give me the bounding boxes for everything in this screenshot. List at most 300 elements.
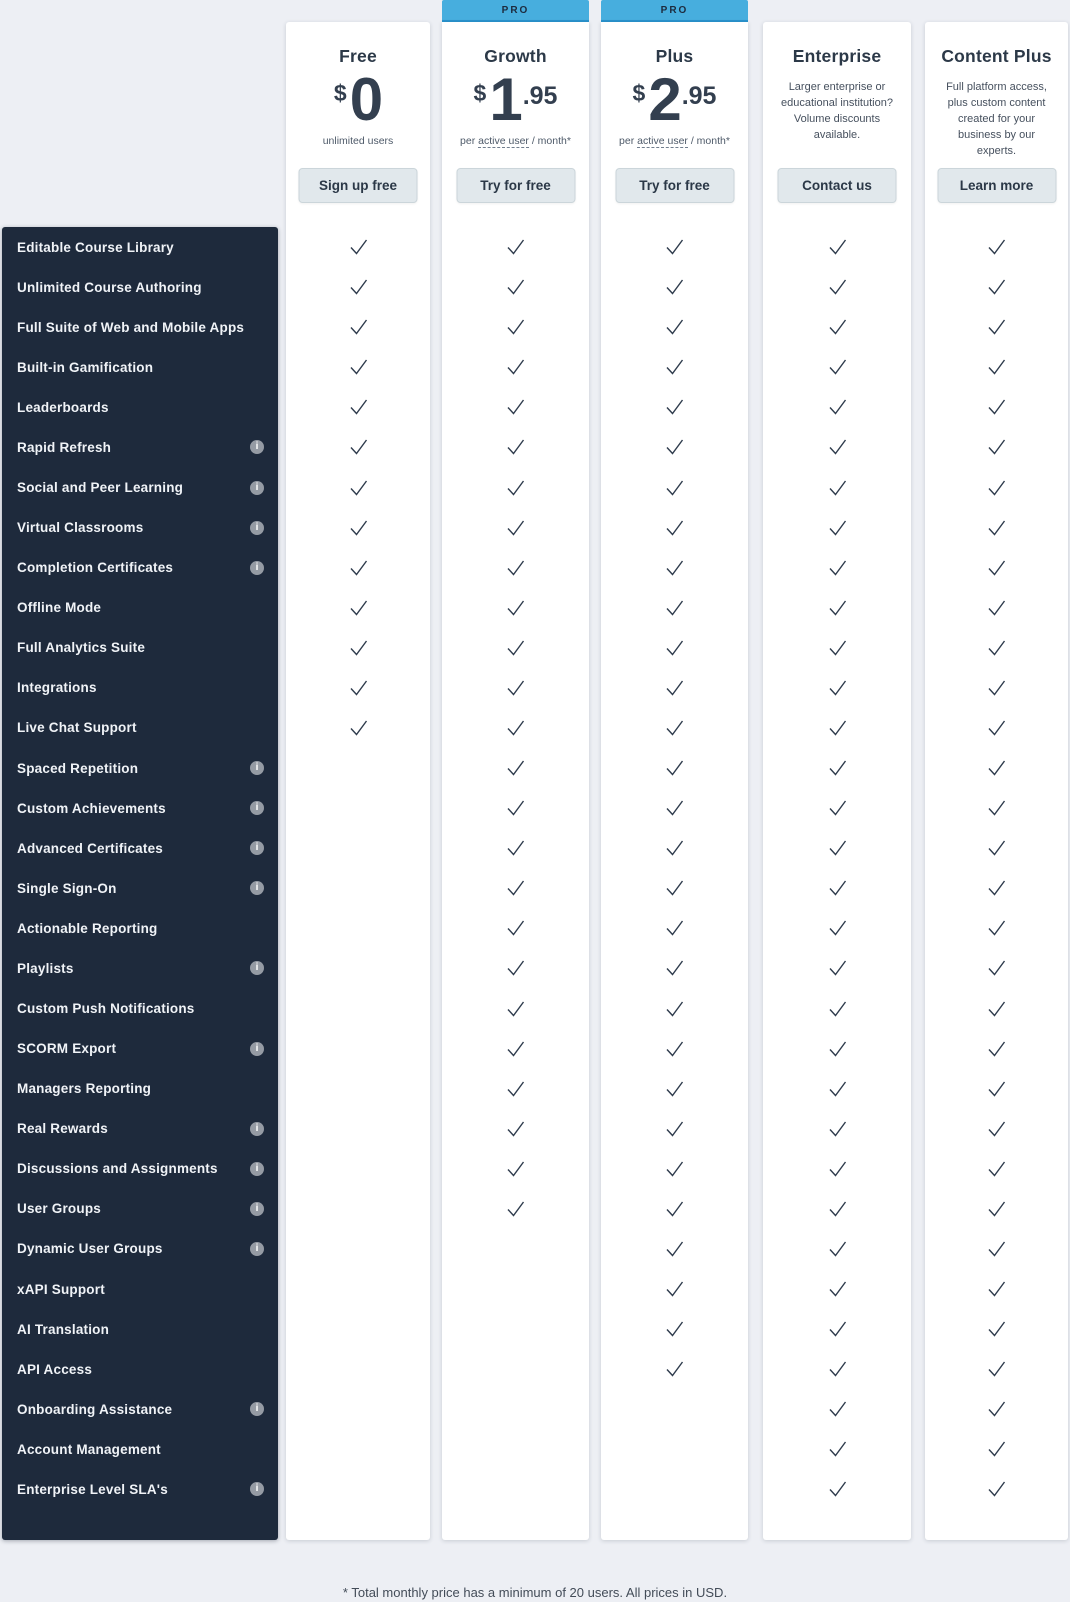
feature-cell [601,788,748,828]
feature-cell [925,668,1068,708]
plus-cta-button[interactable]: Try for free [615,168,734,203]
feature-row [2,708,278,748]
check-icon [504,477,527,499]
feature-row [2,988,278,1028]
feature-cell [601,1469,748,1509]
feature-cell [925,1149,1068,1189]
plan-name: Growth [484,46,547,66]
info-icon[interactable]: i [250,801,264,815]
plan-card-growth [442,22,589,1540]
feature-cell [601,1229,748,1269]
check-icon [663,1038,686,1060]
check-icon [826,1158,849,1180]
feature-cell [763,1269,911,1309]
feature-cell [925,628,1068,668]
feature-cell [601,387,748,427]
feature-cell [925,988,1068,1028]
feature-row [2,668,278,708]
check-icon [504,957,527,979]
feature-cell [286,508,430,548]
check-icon [663,677,686,699]
feature-label: Rapid Refresh [17,439,112,455]
check-icon [826,797,849,819]
feature-cell [286,1029,430,1069]
plan-column-content-plus [925,0,1068,1540]
feature-cell [442,387,589,427]
feature-label: Editable Course Library [17,239,174,255]
info-icon[interactable]: i [250,761,264,775]
price-amount: 2 [648,66,681,133]
check-icon [985,998,1008,1020]
feature-cell [925,227,1068,267]
info-icon[interactable]: i [250,1482,264,1496]
feature-cell [601,748,748,788]
feature-cell [286,427,430,467]
feature-cell [286,908,430,948]
feature-cell [925,1349,1068,1389]
check-icon [504,236,527,258]
feature-cell [601,307,748,347]
enterprise-cta-button[interactable]: Contact us [778,168,897,203]
check-icon [504,1038,527,1060]
check-icon [826,1438,849,1460]
check-icon [663,276,686,298]
feature-label: User Groups [17,1201,101,1217]
info-icon[interactable]: i [250,561,264,575]
check-icon [985,637,1008,659]
feature-cell [442,1149,589,1189]
price-note-suffix: / month* [687,135,730,147]
check-icon [826,436,849,458]
feature-label: Live Chat Support [17,720,137,736]
feature-cell [286,1069,430,1109]
feature-cell [925,948,1068,988]
check-icon [826,837,849,859]
feature-cell [286,1469,430,1509]
check-icon [826,1078,849,1100]
check-icon [347,717,370,739]
plan-feature-cells [763,227,911,1510]
info-icon[interactable]: i [250,1402,264,1416]
plan-column-growth [442,0,589,1540]
feature-cell [442,307,589,347]
feature-label: Managers Reporting [17,1081,152,1097]
feature-cell [925,1469,1068,1509]
feature-row [2,1149,278,1189]
feature-cell [925,467,1068,507]
feature-cell [601,427,748,467]
info-icon[interactable]: i [250,1122,264,1136]
check-icon [504,396,527,418]
feature-cell [763,1229,911,1269]
check-icon [826,957,849,979]
plan-card-header [442,22,589,227]
feature-cell [286,828,430,868]
price-cents: .95 [522,82,558,110]
feature-cell [763,1149,911,1189]
feature-cell [442,988,589,1028]
active-user-term[interactable]: active user [637,135,688,147]
feature-cell [763,628,911,668]
feature-cell [763,1349,911,1389]
check-icon [826,316,849,338]
growth-cta-button[interactable]: Try for free [456,168,575,203]
info-icon[interactable]: i [250,521,264,535]
feature-cell [442,1469,589,1509]
check-icon [985,1318,1008,1340]
feature-cell [286,1349,430,1389]
feature-row [2,828,278,868]
feature-cell [601,868,748,908]
feature-cell [442,788,589,828]
feature-cell [442,1189,589,1229]
check-icon [663,557,686,579]
content-plus-cta-button[interactable]: Learn more [937,168,1056,203]
feature-cell [286,1429,430,1469]
check-icon [826,1038,849,1060]
feature-cell [286,988,430,1028]
feature-cell [601,988,748,1028]
check-icon [347,557,370,579]
info-icon[interactable]: i [250,440,264,454]
info-icon[interactable]: i [250,1042,264,1056]
feature-cell [763,508,911,548]
feature-row [2,1069,278,1109]
plan-name: Free [339,46,377,66]
feature-cell [925,1109,1068,1149]
feature-cell [442,588,589,628]
feature-cell [442,548,589,588]
feature-cell [442,467,589,507]
check-icon [504,1078,527,1100]
feature-row [2,508,278,548]
check-icon [347,316,370,338]
check-icon [985,396,1008,418]
info-icon[interactable]: i [250,841,264,855]
feature-row [2,1309,278,1349]
plan-feature-cells [442,227,589,1510]
feature-cell [925,788,1068,828]
plan-price [601,66,748,133]
check-icon [504,557,527,579]
feature-row [2,307,278,347]
feature-cell [442,1429,589,1469]
feature-label: Real Rewards [17,1121,108,1137]
feature-cell [601,1309,748,1349]
feature-cell [286,788,430,828]
plan-card-header [763,22,911,227]
feature-cell [286,1229,430,1269]
check-icon [504,517,527,539]
check-icon [985,517,1008,539]
feature-row [2,227,278,267]
plan-name: Plus [655,46,694,66]
info-icon[interactable]: i [250,1202,264,1216]
check-icon [826,276,849,298]
check-icon [985,1198,1008,1220]
plan-feature-cells [286,227,430,1510]
check-icon [663,517,686,539]
feature-label: Spaced Repetition [17,760,139,776]
info-icon[interactable]: i [250,881,264,895]
feature-cell [601,347,748,387]
check-icon [347,236,370,258]
check-icon [663,957,686,979]
check-icon [985,436,1008,458]
feature-label: Single Sign-On [17,880,117,896]
check-icon [826,597,849,619]
feature-row [2,628,278,668]
feature-cell [763,1069,911,1109]
info-icon[interactable]: i [250,481,264,495]
feature-label: Actionable Reporting [17,920,158,936]
feature-cell [763,1389,911,1429]
feature-cell [925,347,1068,387]
feature-label: Custom Push Notifications [17,1001,195,1017]
plan-description: Full platform access, plus custom content created for your business by our experts. [946,81,1047,157]
feature-cell [286,1149,430,1189]
check-icon [504,837,527,859]
check-icon [504,1118,527,1140]
feature-cell [763,1029,911,1069]
check-icon [826,917,849,939]
feature-cell [925,1389,1068,1429]
feature-cell [601,548,748,588]
check-icon [985,236,1008,258]
feature-row [2,908,278,948]
feature-row [2,1469,278,1509]
feature-cell [763,1469,911,1509]
feature-label: Enterprise Level SLA's [17,1481,168,1497]
check-icon [985,1398,1008,1420]
check-icon [663,1318,686,1340]
plan-price [442,66,589,133]
check-icon [504,316,527,338]
check-icon [985,597,1008,619]
feature-cell [763,748,911,788]
feature-cell [286,708,430,748]
feature-label: Account Management [17,1441,161,1457]
active-user-term[interactable]: active user [478,135,529,147]
feature-cell [286,548,430,588]
feature-row [2,548,278,588]
check-icon [985,837,1008,859]
feature-cell [601,708,748,748]
plan-feature-cells [925,227,1068,1510]
check-icon [504,797,527,819]
feature-cell [925,1269,1068,1309]
check-icon [826,1238,849,1260]
check-icon [985,276,1008,298]
check-icon [826,998,849,1020]
pro-badge: PRO [442,0,589,22]
check-icon [985,717,1008,739]
feature-cell [925,307,1068,347]
check-icon [347,637,370,659]
check-icon [663,637,686,659]
feature-cell [925,1309,1068,1349]
feature-cell [763,588,911,628]
feature-cell [601,1349,748,1389]
feature-cell [763,307,911,347]
check-icon [663,837,686,859]
price-note-prefix: per [460,135,479,147]
check-icon [985,1238,1008,1260]
price-amount: 1 [489,66,522,133]
feature-cell [763,828,911,868]
info-icon[interactable]: i [250,1162,264,1176]
check-icon [663,356,686,378]
feature-sidebar [2,227,278,1540]
check-icon [663,1238,686,1260]
check-icon [826,557,849,579]
feature-cell [442,668,589,708]
check-icon [985,1438,1008,1460]
feature-cell [442,868,589,908]
feature-cell [763,948,911,988]
feature-cell [925,828,1068,868]
check-icon [826,677,849,699]
check-icon [663,1278,686,1300]
feature-cell [286,267,430,307]
check-icon [504,276,527,298]
feature-row [2,788,278,828]
feature-label: Offline Mode [17,600,102,616]
feature-row [2,1269,278,1309]
feature-cell [925,548,1068,588]
feature-cell [601,227,748,267]
feature-label: Playlists [17,960,74,976]
check-icon [347,677,370,699]
price-cents: .95 [681,82,717,110]
check-icon [985,557,1008,579]
check-icon [985,316,1008,338]
check-icon [504,757,527,779]
feature-cell [442,748,589,788]
check-icon [985,797,1008,819]
plan-name: Content Plus [941,46,1052,66]
check-icon [504,436,527,458]
feature-row [2,1349,278,1389]
feature-cell [601,1109,748,1149]
feature-cell [601,948,748,988]
plan-column-enterprise [763,0,911,1540]
check-icon [347,517,370,539]
check-icon [985,1478,1008,1500]
feature-label: Unlimited Course Authoring [17,279,202,295]
feature-cell [601,1389,748,1429]
feature-row [2,467,278,507]
check-icon [826,396,849,418]
feature-cell [442,1349,589,1389]
feature-cell [442,1309,589,1349]
check-icon [504,1158,527,1180]
feature-cell [286,948,430,988]
feature-cell [442,1269,589,1309]
feature-cell [763,467,911,507]
check-icon [826,1358,849,1380]
feature-cell [442,1069,589,1109]
check-icon [663,316,686,338]
feature-cell [925,508,1068,548]
info-icon[interactable]: i [250,1242,264,1256]
feature-cell [763,227,911,267]
feature-cell [763,347,911,387]
feature-cell [925,1429,1068,1469]
free-cta-button[interactable]: Sign up free [299,168,418,203]
check-icon [826,757,849,779]
pricing-footnote: * Total monthly price has a minimum of 20 users. All prices in USD. [342,1585,728,1600]
check-icon [985,877,1008,899]
feature-cell [925,1029,1068,1069]
feature-cell [925,868,1068,908]
check-icon [663,236,686,258]
check-icon [985,1278,1008,1300]
feature-cell [925,387,1068,427]
feature-cell [925,588,1068,628]
price-note-prefix: per [619,135,638,147]
plan-card-content-plus [925,22,1068,1540]
info-icon[interactable]: i [250,961,264,975]
feature-cell [442,908,589,948]
feature-cell [601,1029,748,1069]
feature-cell [286,668,430,708]
check-icon [504,597,527,619]
feature-cell [763,708,911,748]
check-icon [663,797,686,819]
check-icon [347,276,370,298]
plan-price [286,66,430,133]
feature-cell [763,868,911,908]
plan-card-enterprise [763,22,911,1540]
feature-cell [286,347,430,387]
feature-cell [442,1109,589,1149]
feature-row [2,948,278,988]
feature-cell [601,1069,748,1109]
feature-cell [286,307,430,347]
feature-row [2,1109,278,1149]
check-icon [826,877,849,899]
check-icon [504,637,527,659]
plan-card-header [925,22,1068,227]
feature-label: Onboarding Assistance [17,1401,173,1417]
feature-cell [763,908,911,948]
plan-column-plus [601,0,748,1540]
check-icon [663,477,686,499]
feature-label: Full Suite of Web and Mobile Apps [17,319,245,335]
feature-cell [763,1429,911,1469]
currency-symbol: $ [632,80,646,106]
feature-cell [925,1229,1068,1269]
feature-row [2,427,278,467]
currency-symbol: $ [473,80,487,106]
check-icon [985,1038,1008,1060]
feature-row [2,1189,278,1229]
feature-cell [442,267,589,307]
feature-row [2,1029,278,1069]
feature-cell [286,868,430,908]
check-icon [826,1318,849,1340]
check-icon [663,597,686,619]
check-icon [504,917,527,939]
feature-cell [925,1189,1068,1229]
feature-cell [601,1189,748,1229]
check-icon [826,717,849,739]
feature-label: Social and Peer Learning [17,480,184,495]
feature-cell [442,828,589,868]
feature-cell [442,227,589,267]
feature-cell [442,628,589,668]
